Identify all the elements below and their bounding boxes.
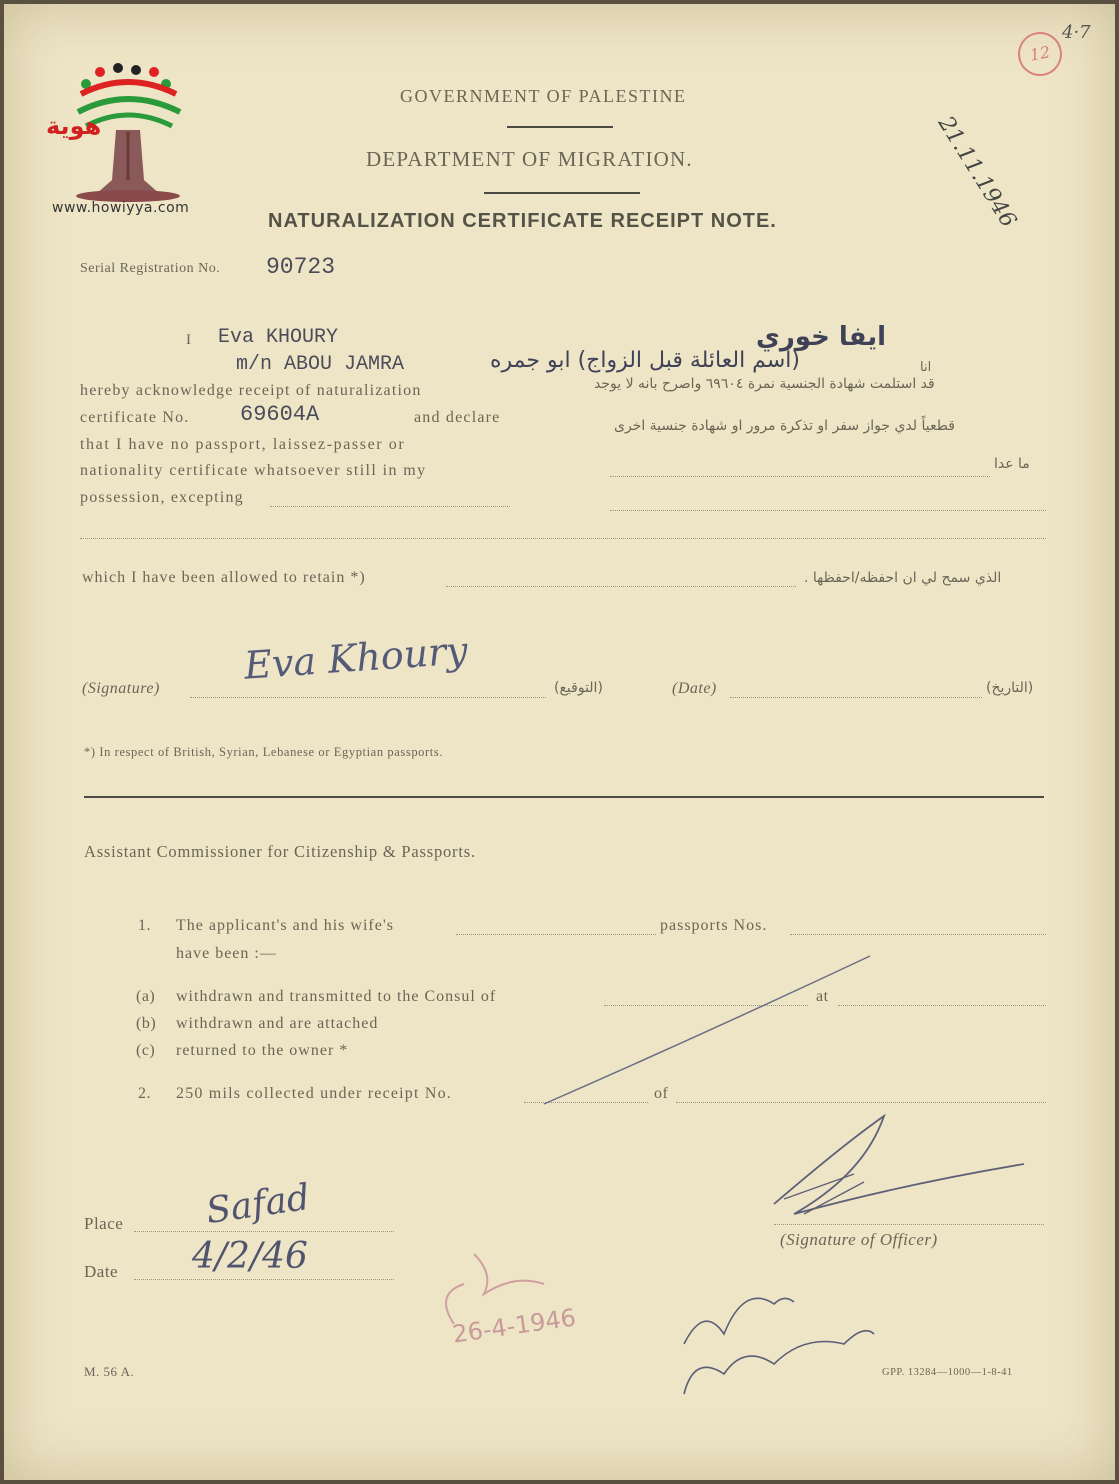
option-b-text: withdrawn and are attached [176,1015,379,1032]
arabic-line-3: ما عدا [994,456,1030,472]
place-line [134,1231,394,1232]
item-2-number: 2. [138,1085,151,1102]
arabic-retain-line: الذي سمح لي ان احفظه/احفظها . [804,570,1002,586]
option-c-text: returned to the owner * [176,1042,349,1059]
commissioner-heading: Assistant Commissioner for Citizenship & Passports. [84,842,476,861]
item-1-text: The applicant's and his wife's [176,917,394,934]
date-stamp: 26-4-1946 [450,1303,578,1349]
item-2-of: of [654,1085,669,1102]
option-a-text: withdrawn and transmitted to the Consul of [176,988,497,1005]
arabic-name: ايفا خوري [756,322,887,352]
applicant-name: Eva KHOURY [218,326,339,349]
option-c-label: (c) [136,1042,156,1059]
document-title: NATURALIZATION CERTIFICATE RECEIPT NOTE. [268,210,777,232]
certificate-number: 69604A [240,402,320,427]
logo-text: هوية [46,112,102,140]
arabic-maiden-name: (اسم العائلة قبل الزواج) ابو جمره [490,348,800,373]
bottom-scribbles-icon [664,1264,884,1404]
government-title: GOVERNMENT OF PALESTINE [400,86,687,106]
acknowledge-line: hereby acknowledge receipt of naturalization [80,382,422,399]
registration-label: Serial Registration No. [80,261,221,276]
printer-code: GPP. 13284—1000—1-8-41 [882,1367,1013,1378]
date-line-bottom [134,1279,394,1280]
circled-number: 12 [1015,29,1066,80]
item-2-text: 250 mils collected under receipt No. [176,1085,453,1102]
corner-note: 4·7 [1062,22,1091,43]
date-label: (Date) [672,680,717,697]
option-a-label: (a) [136,988,156,1005]
option-b-label: (b) [136,1015,157,1032]
place-label: Place [84,1214,124,1233]
possession-line: possession, excepting [80,489,244,506]
passports-nos-label: passports Nos. [660,917,768,934]
declare-text: and declare [414,409,501,426]
date-label-arabic: (التاريخ) [986,680,1034,696]
date-handwritten: 4/2/46 [192,1236,308,1277]
passport-line: that I have no passport, laissez-passer or [80,436,406,453]
pronoun-i: I [186,332,192,348]
arabic-line-2: قطعياً لدي جواز سفر او تذكرة مرور او شهادة جنسية اخرى [614,418,955,434]
signature-label-arabic: (التوقيع) [554,680,603,696]
signature-label: (Signature) [82,680,160,697]
maiden-name: m/n ABOU JAMRA [236,353,405,376]
officer-signature-label: (Signature of Officer) [780,1230,938,1249]
corner-date: 21.11.1946 [932,112,1021,233]
item-1-number: 1. [138,917,151,934]
document-page [4,4,1115,1480]
form-code: M. 56 A. [84,1364,135,1379]
footnote: *) In respect of British, Syrian, Lebanese or Egyptian passports. [84,745,444,759]
watermark-site: www.howiyya.com [52,200,190,216]
nationality-line: nationality certificate whatsoever still in my [80,462,427,479]
arabic-ana: انا [920,360,932,375]
registration-number: 90723 [266,254,336,280]
retain-line: which I have been allowed to retain *) [82,569,366,586]
officer-signature-line [774,1224,1044,1225]
place-handwritten: Safad [203,1176,313,1233]
date-label-bottom: Date [84,1262,119,1281]
certificate-label: certificate No. [80,409,190,426]
applicant-signature: Eva Khoury [242,628,470,688]
stamp-scribble-icon [414,1234,574,1344]
arabic-line-1: قد استلمت شهادة الجنسية نمرة ٦٩٦٠٤ واصرح بانه لا يوجد [594,376,935,392]
department-title: DEPARTMENT OF MIGRATION. [366,147,693,171]
option-a-at: at [816,988,829,1005]
item-1-continuation: have been :— [176,945,277,962]
